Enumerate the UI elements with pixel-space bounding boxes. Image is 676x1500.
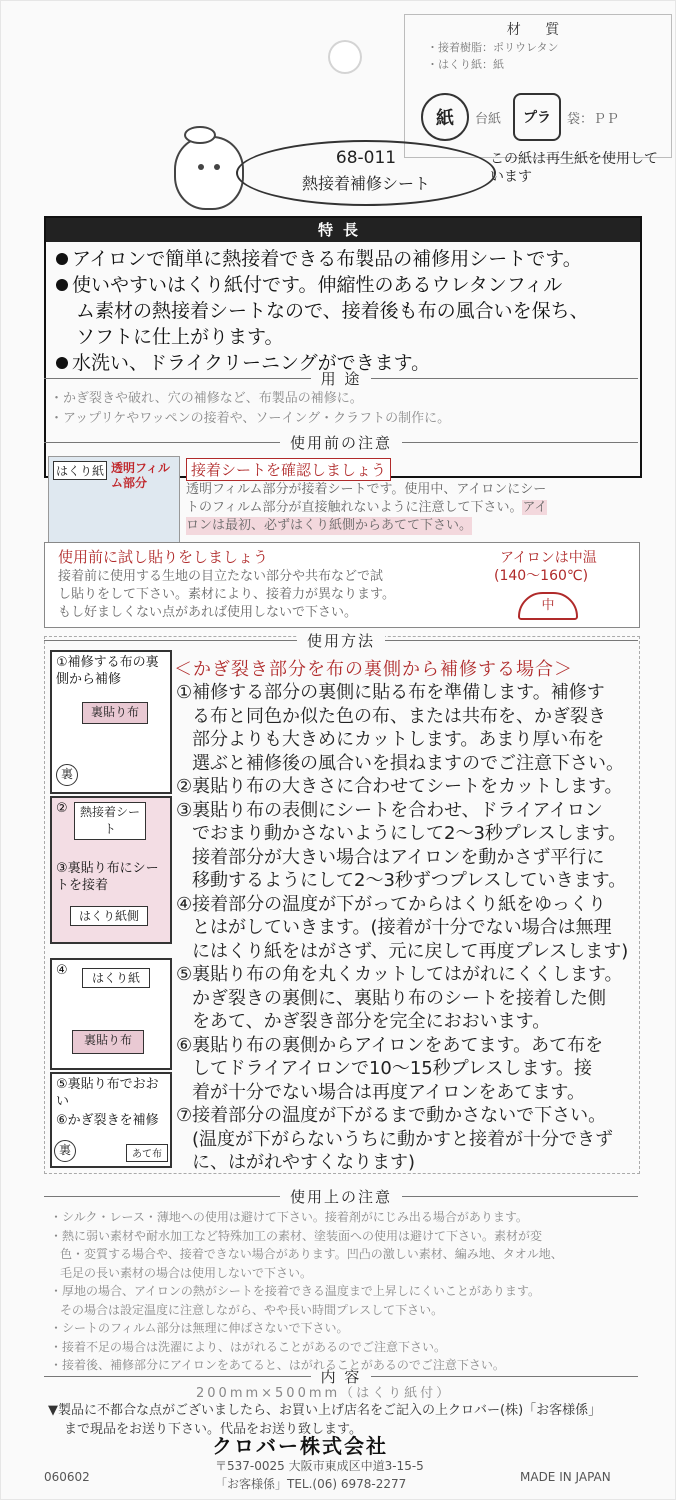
material-title: 材 質 xyxy=(506,22,570,38)
trial-line: 接着前に使用する生地の目立たない部分や共布などで試 xyxy=(58,569,384,584)
bullet-icon xyxy=(56,253,68,265)
features-title: 特長 xyxy=(46,218,640,242)
material-box xyxy=(404,14,672,158)
plastic-recycle-mark xyxy=(513,93,619,141)
product-label xyxy=(236,140,496,206)
contents-heading xyxy=(44,1366,638,1386)
material-line: ・接着樹脂：ポリウレタン xyxy=(427,41,559,54)
trial-title: 使用前に試し貼りをしましょう xyxy=(58,548,269,566)
precautions-use-heading xyxy=(44,1186,638,1206)
mascot-face-icon xyxy=(174,136,244,210)
hang-hole xyxy=(328,40,362,74)
check-sheet-text: 透明フィルム部分が接着シートです。使用中、アイロンにシー xyxy=(186,482,547,497)
product-code: 68-011 xyxy=(335,148,397,168)
material-line: ・はくり紙：紙 xyxy=(427,58,504,71)
company-address: 〒537-0025 大阪市東成区中道3-15-5 「お客様係」TEL.(06) 6978-2277 xyxy=(215,1459,424,1491)
notice-text: ▼製品に不都合な点がございましたら、お買い上げ店名をご記入の上クロバー(株)「お客様係」 まで現品をお送り下さい。代品をお送り致します。 xyxy=(48,1403,602,1437)
iron-icon: 中 xyxy=(518,592,578,620)
uses-title: 用 途 xyxy=(320,369,362,388)
step-illustration-1: ①補修する布の裏側から補修 裏貼り布 裏 xyxy=(50,650,172,794)
paper-recycle-label: 台紙 xyxy=(475,111,502,127)
plastic-recycle-icon: プラ xyxy=(513,93,561,141)
precautions-use-list: ・シルク・レース・薄地への使用は避けて下さい。接着剤がにじみ出る場合があります。 ・熱に弱い素材や耐水加工など特殊加工の素材、塗装面への使用は避けて下さい。素材が変 色・変質する場合や、接着できない場合があります。凹凸の激しい素材、編み地、タオル地、 毛足の長い素材の場合は使用しないで下さい。 ・厚地の場合、アイロンの熱がシートを接着できる温度まで上昇しにくいことがあります。 その場合は設定温度に注意しながら、やや長い時間プレスして下さい。 ・シートのフィルム部分は無理に伸ばさないで下さい。 ・接着不足の場合は洗濯により、はがれることがあるのでご注意下さい。 ・接着後、補修部分にアイロンをあてると、はがれることがあるのでご注意下さい。 xyxy=(50,1210,563,1372)
precautions-before-title: 使用前の注意 xyxy=(290,433,393,452)
precautions-use-title: 使用上の注意 xyxy=(290,1187,393,1206)
check-sheet-title: 接着シートを確認しましょう xyxy=(186,458,391,481)
check-sheet-highlight: ロンは最初、必ずはくり紙側からあてて下さい。 xyxy=(186,518,473,533)
feature-item: 使いやすいはくり紙付です。伸縮性のあるウレタンフィル xyxy=(56,272,562,298)
feature-item: 水洗い、ドライクリーニングができます。 xyxy=(56,350,430,376)
trial-line: もし好ましくない点があれば使用しないで下さい。 xyxy=(58,605,358,620)
feature-item-cont: ソフトに仕上がります。 xyxy=(76,326,284,348)
usage-case-title: ＜かぎ裂き部分を布の裏側から補修する場合＞ xyxy=(174,659,573,680)
made-in: MADE IN JAPAN xyxy=(520,1470,611,1484)
release-paper-side-label: はくり紙側 xyxy=(70,906,148,926)
step-illustration-4: ④ はくり紙 裏貼り布 xyxy=(50,958,172,1070)
step-illustration-5-6: ⑤裏貼り布でおおい ⑥かぎ裂きを補修 裏 あて布 xyxy=(50,1072,172,1168)
plastic-recycle-label: 袋：ＰＰ xyxy=(567,111,620,127)
precautions-before-heading xyxy=(44,432,638,452)
recycled-paper-note: この紙は再生紙を使用しています xyxy=(490,151,658,185)
print-code: 060602 xyxy=(44,1470,90,1484)
usage-title: 使用方法 xyxy=(297,630,385,651)
release-paper-label: はくり紙 xyxy=(53,461,107,480)
back-side-label-2: 裏 xyxy=(54,1140,76,1162)
uses-line: ・かぎ裂きや破れ、穴の補修など、布製品の補修に。 xyxy=(50,391,363,406)
step-illustration-2-3: ② 熱接着シート ③裏貼り布にシートを接着 はくり紙側 xyxy=(50,796,172,944)
press-cloth-label: あて布 xyxy=(126,1144,168,1162)
contents-value: 200mm×500mm（はくり紙付） xyxy=(196,1386,453,1401)
back-side-label: 裏 xyxy=(56,764,78,786)
film-part-label: 透明フィルム部分 xyxy=(111,461,171,490)
release-paper-label-2: はくり紙 xyxy=(82,968,150,988)
company-logo: クロバー株式会社 xyxy=(212,1434,388,1458)
iron-temp-title: アイロンは中温 xyxy=(500,550,597,566)
uses-line: ・アップリケやワッペンの接着や、ソーイング・クラフトの制作に。 xyxy=(50,411,451,426)
usage-heading xyxy=(44,630,638,650)
contents-title: 内 容 xyxy=(320,1367,362,1386)
product-name: 熱接着補修シート xyxy=(301,174,430,193)
heat-sheet-label: 熱接着シート xyxy=(74,802,146,840)
backing-cloth-label: 裏貼り布 xyxy=(82,702,148,724)
backing-cloth-label-2: 裏貼り布 xyxy=(72,1030,144,1054)
feature-item-cont: ム素材の熱接着シートなので、接着後も布の風合いを保ち、 xyxy=(76,300,589,322)
sheet-diagram xyxy=(48,456,180,552)
trial-line: し貼りをして下さい。素材により、接着力が異なります。 xyxy=(58,587,395,602)
paper-recycle-mark xyxy=(421,93,501,141)
iron-temp-range: (140〜160℃) xyxy=(494,568,589,584)
uses-heading xyxy=(44,368,638,388)
paper-recycle-icon: 紙 xyxy=(421,93,469,141)
check-sheet-text: トのフィルム部分が直接触れないように注意して下さい。アイ xyxy=(186,500,548,515)
bullet-icon xyxy=(56,279,68,291)
usage-instructions: ①補修する部分の裏側に貼る布を準備します。補修す る布と同色か似た色の布、または共布を、かぎ裂き 部分よりも大きめにカットします。あまり厚い布を 選ぶと補修後の風合いを損ねますのでご注意下さい。 ②裏貼り布の大きさに合わせてシートをカットします。 ③裏貼り布の表側にシートを合わせ、ドライアイロン でおまり動かさないようにして2〜3秒プレスします。 接着部分が大きい場合はアイロンを動かさず平行に 移動するようにして2〜3秒ずつプレスしていきます。 ④接着部分の温度が下がってからはくり紙をゆっくり とはがしていきます。(接着が十分でない場合は無理 にはくり紙をはがさず、元に戻して再度プレスします) ⑤裏貼り布の角を丸くカットしてはがれにくくします。 かぎ裂きの裏側に、裏貼り布のシートを接着した側 をあて、かぎ裂き部分を完全におおいます。 ⑥裏貼り布の裏側からアイロンをあてます。あて布を してドライアイロンで10〜15秒プレスします。接 着が十分でない場合は再度アイロンをあてます。 ⑦接着部分の温度が下がるまで動かさないで下さい。 (温度が下がらないうちに動かすと接着が十分できず に、はがれやすくなります) xyxy=(176,682,629,1173)
feature-item: アイロンで簡単に熱接着できる布製品の補修用シートです。 xyxy=(56,246,582,272)
